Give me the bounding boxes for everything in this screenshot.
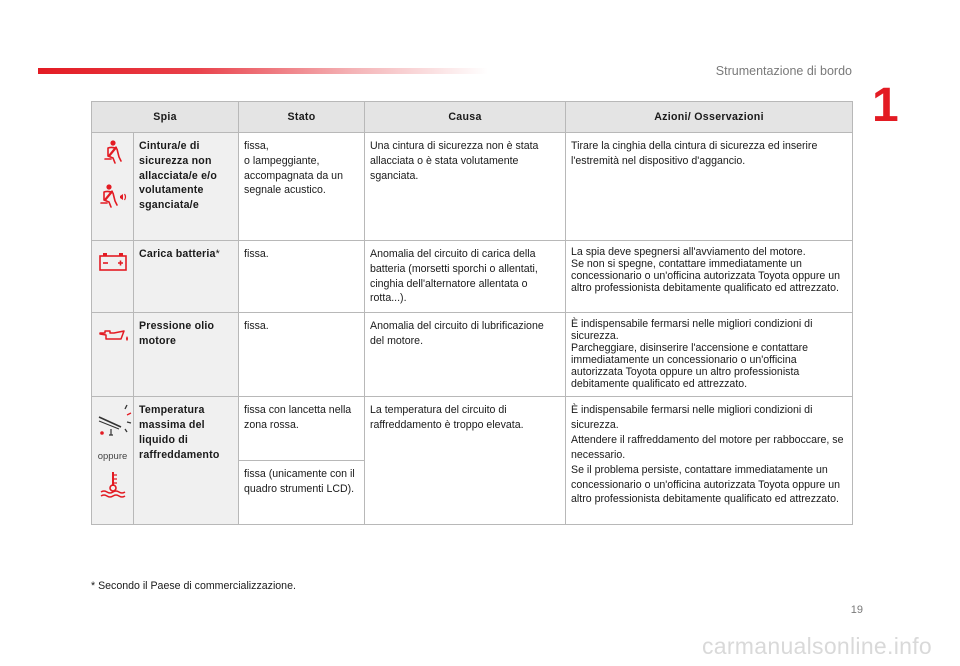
seatbelt-warning-icon — [101, 139, 125, 165]
row-cause: Anomalia del circuito di carica della batteria (morsetti sporchi o allentati, cinghia dell'alternatore allentata o rotta...). — [365, 241, 566, 313]
row-name-footnote-marker: * — [215, 248, 220, 260]
row-icon-cell — [92, 313, 134, 397]
row-name: Cintura/e di sicurezza non allacciata/e e/o volutamente sganciata/e — [134, 133, 239, 241]
oil-pressure-icon — [97, 327, 131, 345]
row-action: È indispensabile fermarsi nelle migliori condizioni di sicurezza. Parcheggiare, disinserire l'accensione e contattare immediatamente un concessionario o un'officina autorizzata Toyota oppure un altro professionista debitamente qualificato ed attrezzato. — [566, 313, 853, 397]
row-cause: Anomalia del circuito di lubrificazione del motore. — [365, 313, 566, 397]
table-header-row — [92, 102, 853, 133]
table-row — [92, 133, 853, 241]
row-action: La spia deve spegnersi all'avviamento del motore. Se non si spegne, contattare immediatamente un concessionario o un'officina autorizzata Toyota oppure un altro professionista debitamente qualificato ed attrezzato. — [566, 241, 853, 313]
coolant-gauge-icon — [97, 403, 135, 439]
row-icon-cell — [92, 133, 134, 241]
row-name — [134, 241, 239, 313]
or-label: oppure — [97, 451, 128, 463]
row-action: Tirare la cinghia della cintura di sicurezza ed inserire l'estremità nel dispositivo d'aggancio. — [566, 133, 853, 241]
table-row — [92, 241, 853, 313]
row-state: fissa. — [239, 241, 365, 313]
row-state: fissa con lancetta nella zona rossa. — [239, 397, 365, 461]
chapter-number: 1 — [872, 79, 899, 132]
page-number: 19 — [850, 604, 863, 616]
coolant-temperature-icon — [98, 470, 128, 498]
row-cause: La temperatura del circuito di raffreddamento è troppo elevata. — [365, 397, 566, 525]
table-row — [92, 313, 853, 397]
column-header-causa: Causa — [365, 102, 566, 133]
row-icon-cell — [92, 241, 134, 313]
watermark: carmanualsonline.info — [701, 633, 932, 659]
warning-lights-table — [91, 101, 853, 525]
row-name-text: Carica batteria — [139, 248, 216, 260]
seatbelt-unfastened-icon — [98, 183, 128, 209]
row-cause: Una cintura di sicurezza non è stata allacciata o è stata volutamente sganciata. — [365, 133, 566, 241]
column-header-spia: Spia — [92, 102, 239, 133]
row-state: fissa (unicamente con il quadro strumenti LCD). — [239, 461, 365, 525]
column-header-stato: Stato — [239, 102, 365, 133]
battery-icon — [98, 251, 128, 271]
footnote: * Secondo il Paese di commercializzazione. — [91, 580, 296, 592]
row-action: È indispensabile fermarsi nelle migliori condizioni di sicurezza. Attendere il raffreddamento del motore per rabboccare, se necessario. Se il problema persiste, contattare immediatamente un concessionario o un'officina autorizzata Toyota oppure un altro professionista debitamente qualificato ed attrezzato. — [566, 397, 853, 525]
section-title: Strumentazione di bordo — [715, 64, 852, 78]
header-accent-bar — [38, 68, 488, 74]
row-state: fissa, o lampeggiante, accompagnata da un segnale acustico. — [239, 133, 365, 241]
row-name: Pressione olio motore — [134, 313, 239, 397]
column-header-azioni: Azioni/ Osservazioni — [566, 102, 853, 133]
row-icon-cell — [92, 397, 134, 525]
row-state: fissa. — [239, 313, 365, 397]
table-row — [92, 397, 853, 461]
row-name: Temperatura massima del liquido di raffreddamento — [134, 397, 239, 525]
